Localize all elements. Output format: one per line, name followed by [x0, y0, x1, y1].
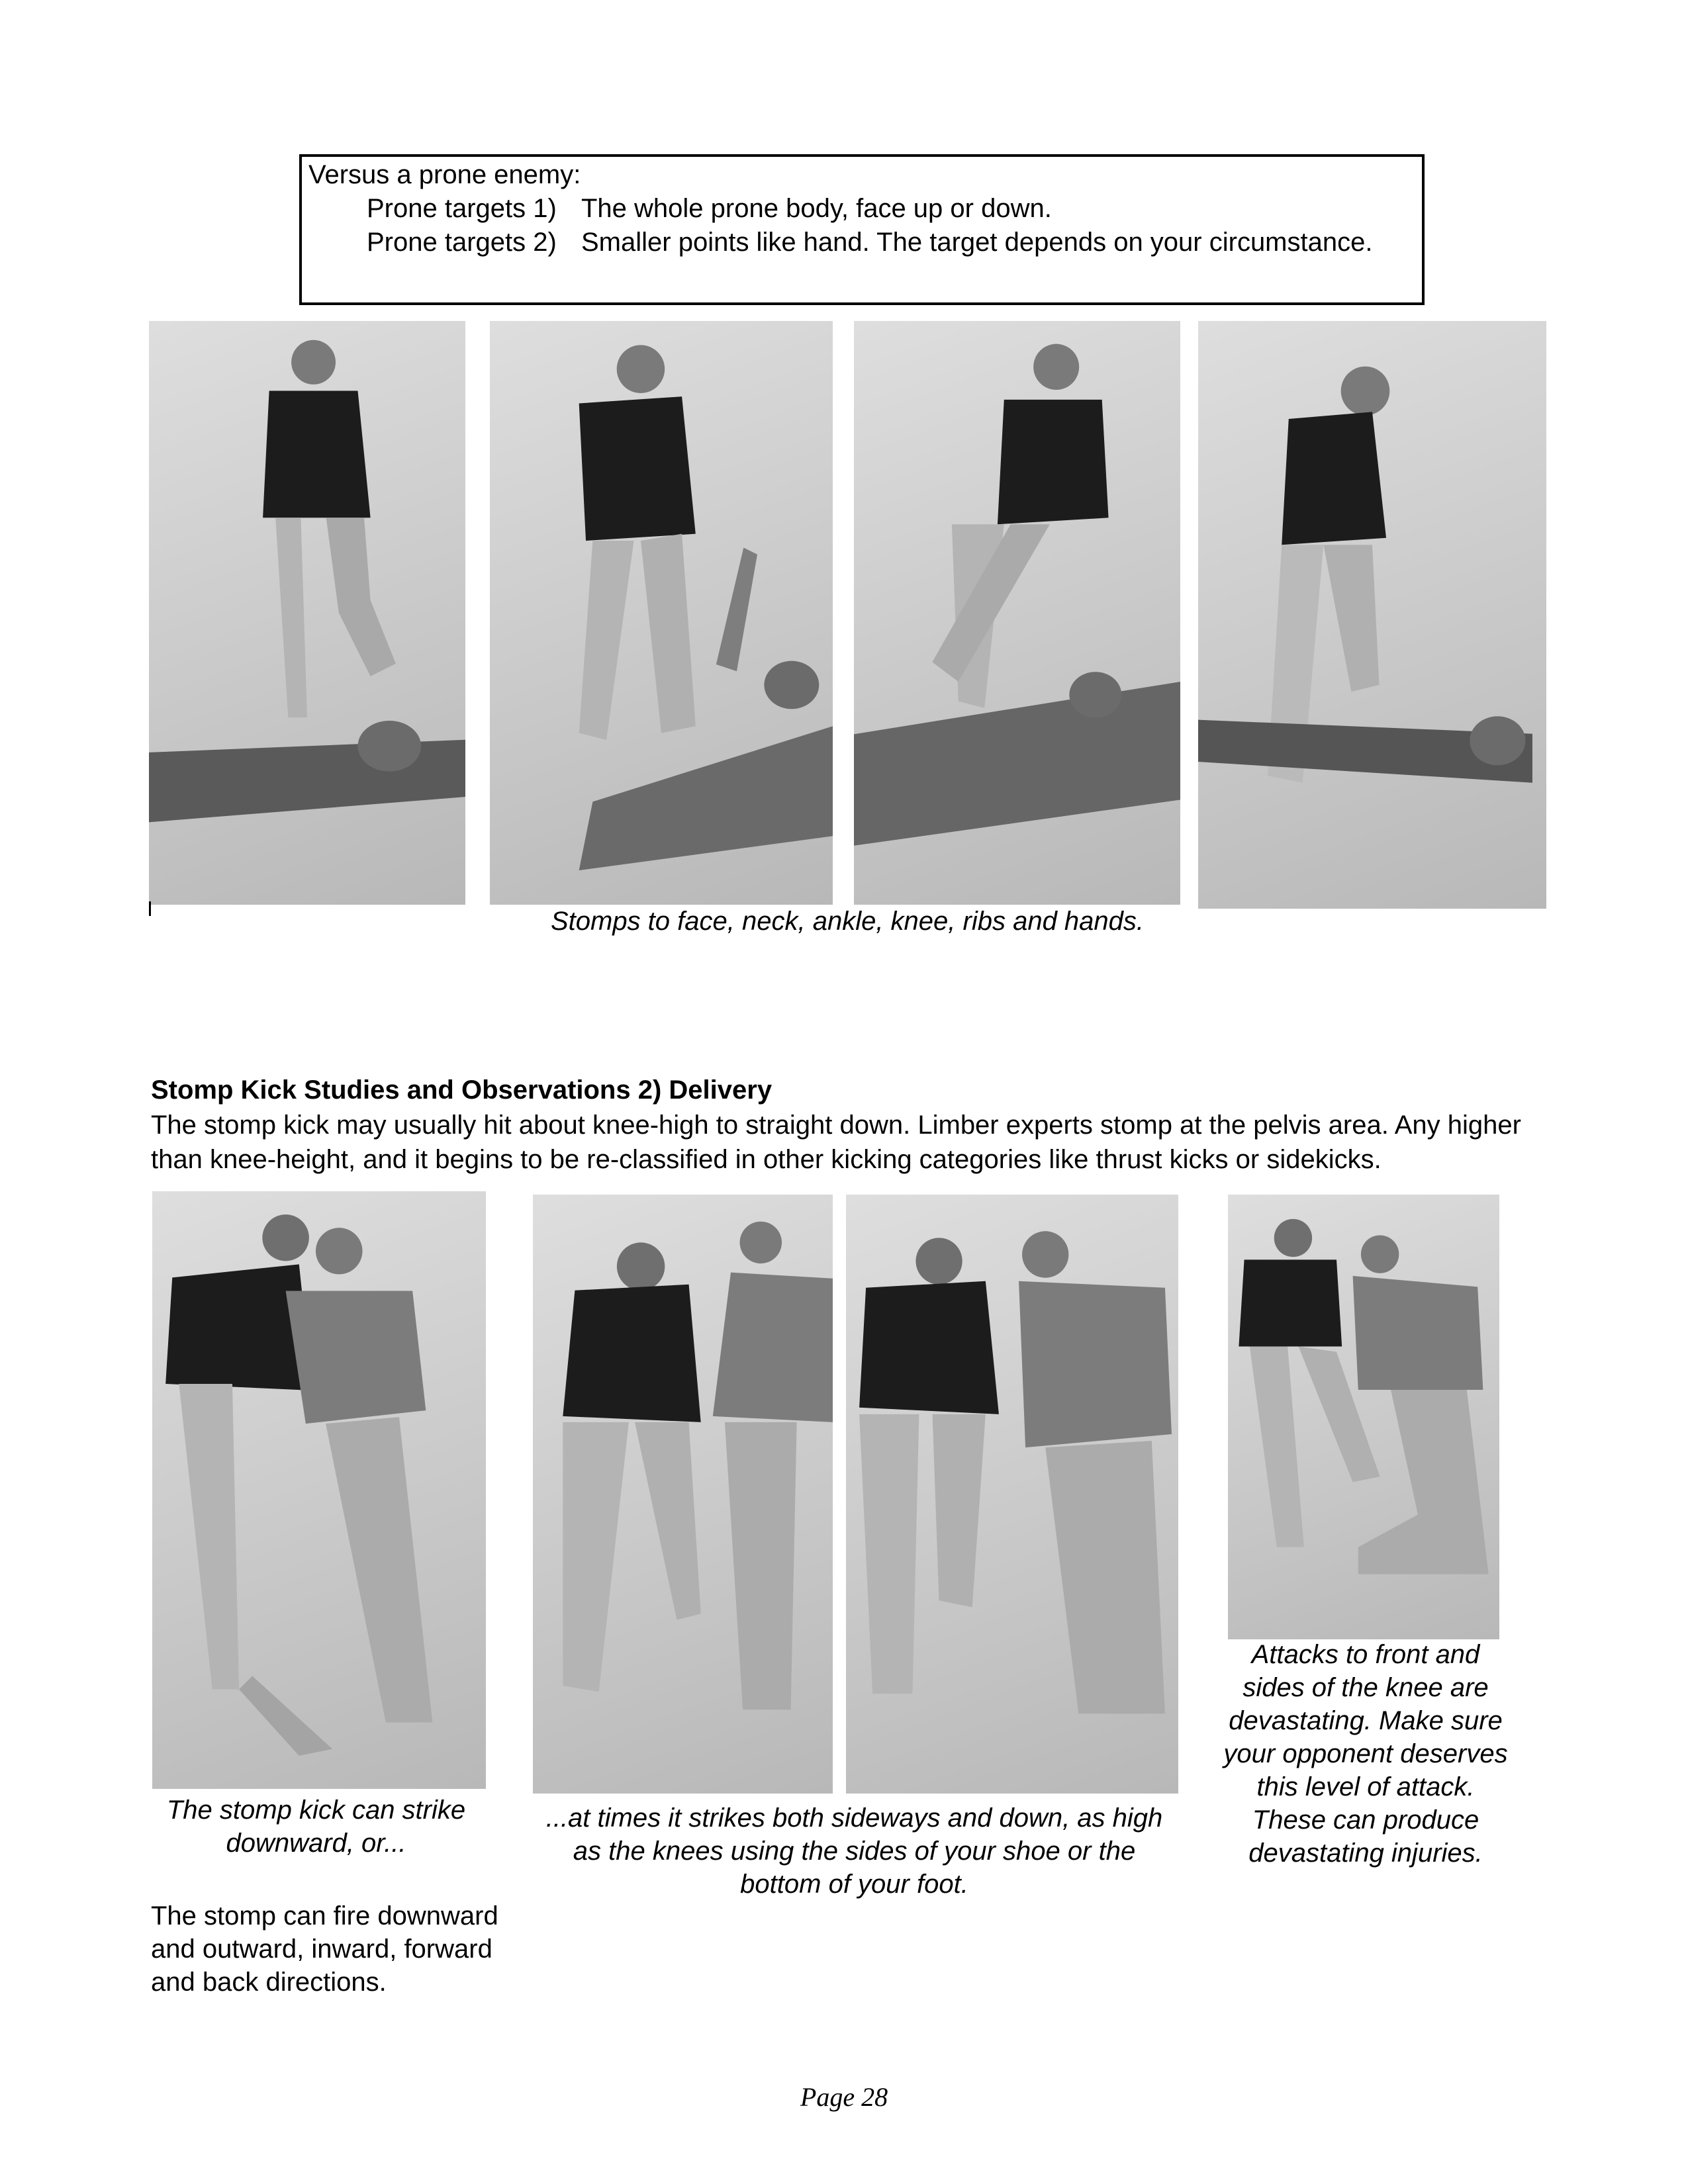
delivery-photo-4 [1228, 1195, 1499, 1639]
delivery-photo-2 [533, 1195, 833, 1794]
page-number: Page 28 [800, 2082, 888, 2112]
prone-target-1 [308, 192, 1422, 226]
delivery-photo-3 [846, 1195, 1178, 1794]
prone-target-2 [308, 226, 1422, 259]
prone-target-2-label: Prone targets 2) [367, 228, 557, 257]
middle-caption: ...at times it strikes both sideways and down, as high as the knees using the sides of your shoe or the bottom of your foot. [545, 1803, 1163, 1899]
right-caption: Attacks to front and sides of the knee are devastating. Make sure your opponent deserves this level of attack. These can produce devastating injuries. [1223, 1640, 1508, 1868]
prone-target-1-label: Prone targets 1) [367, 194, 557, 223]
delivery-photo-1 [152, 1191, 486, 1789]
stomp-sequence-photo-2 [490, 321, 833, 905]
left-caption: The stomp kick can strike downward, or... [166, 1796, 466, 1858]
margin-tick [149, 901, 151, 916]
stomp-sequence-photo-1 [149, 321, 465, 905]
stomp-direction-note: The stomp can fire downward and outward, inward, forward and back directions. [151, 1901, 498, 1997]
section-intro: The stomp kick may usually hit about knee-high to straight down. Limber experts stomp at the pelvis area. Any higher than knee-height, and it begins to be re-classified in other kicking categories like thrust kicks or sidekicks. [151, 1111, 1521, 1174]
prone-target-1-text: The whole prone body, face up or down. [581, 194, 1052, 223]
stomp-sequence-photo-3 [854, 321, 1180, 905]
prone-enemy-box [299, 154, 1425, 305]
section-heading: Stomp Kick Studies and Observations 2) Delivery [151, 1075, 773, 1105]
stomp-sequence-photo-4 [1198, 321, 1546, 909]
box-heading: Versus a prone enemy: [308, 160, 581, 189]
prone-target-2-text: Smaller points like hand. The target depends on your circumstance. [581, 228, 1373, 257]
top-photo-caption: Stomps to face, neck, ankle, knee, ribs and hands. [550, 907, 1145, 936]
